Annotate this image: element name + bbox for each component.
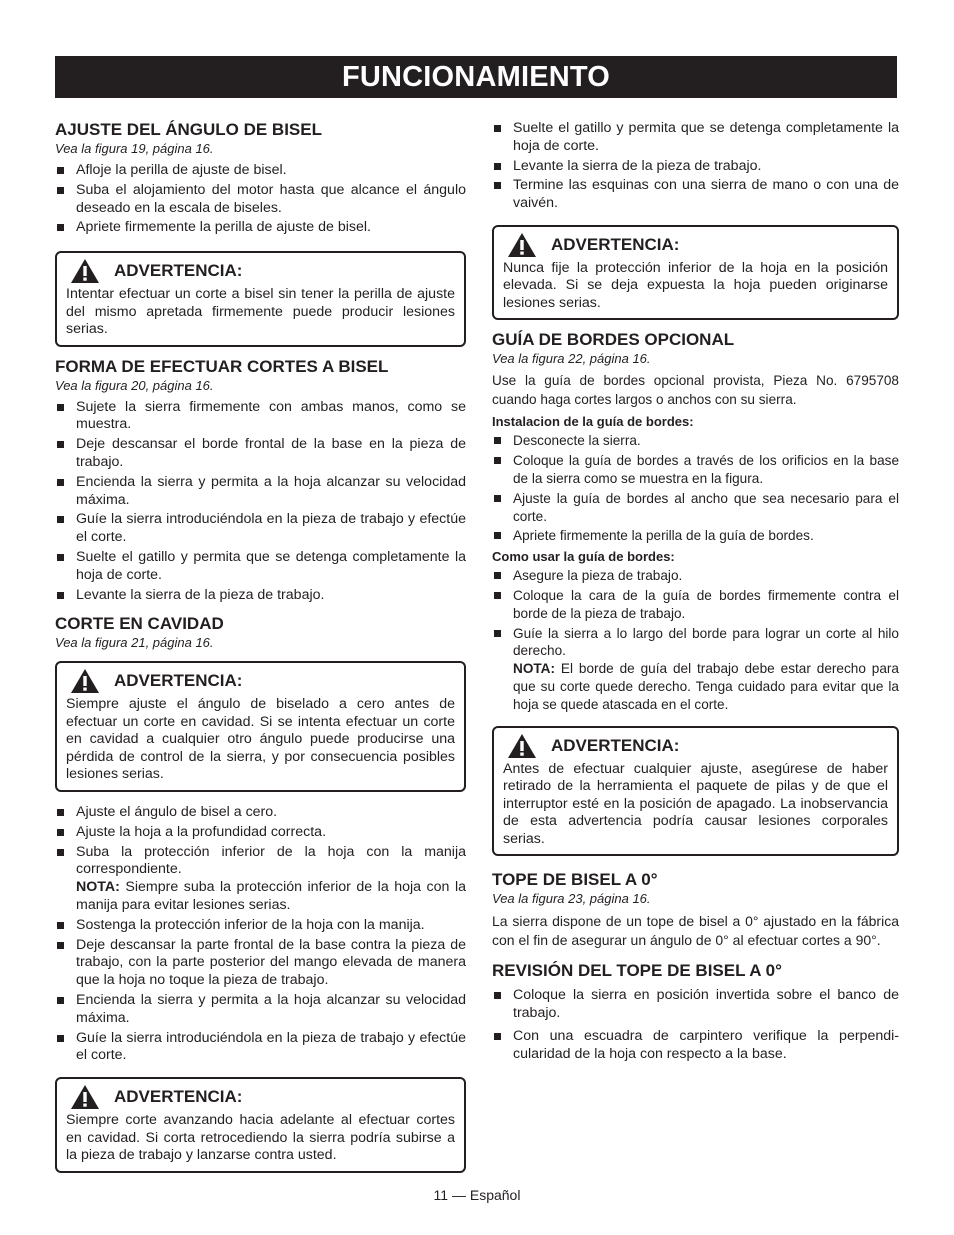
bullet-list (492, 120, 899, 213)
list-item: Ajuste la guía de bordes al ancho que sea necesario para el corte. (492, 490, 899, 526)
list-item: Sujete la sierra firmemente con ambas manos, como se muestra. (55, 399, 466, 435)
list-item: Guíe la sierra introduciéndola en la pieza de trabajo y efectúe el corte. (55, 1030, 466, 1066)
section-title-bevel-stop-check: REVISIÓN DEL TOPE DE BISEL A 0° (492, 961, 782, 981)
figure-reference: Vea la figura 20, página 16. (55, 377, 214, 393)
list-item: Suba el alojamiento del motor hasta que alcance el ángulo deseado en la escala de biseles. (55, 182, 466, 218)
section-title-bevel-cuts: FORMA DE EFECTUAR CORTES A BISEL (55, 356, 389, 376)
list-item: Deje descansar el borde frontal de la base en la pieza de trabajo. (55, 436, 466, 472)
square-bullet-icon (57, 516, 64, 523)
list-item: Sostenga la protección inferior de la hoja con la manija. (55, 917, 466, 935)
list-item: Coloque la cara de la guía de bordes firmemente contra el borde de la pieza de trabajo. (492, 587, 899, 623)
bullet-list (55, 399, 466, 605)
square-bullet-icon (57, 1035, 64, 1042)
list-item: Levante la sierra de la pieza de trabajo. (492, 158, 899, 176)
list-item: Termine las esquinas con una sierra de mano o con una de vaivén. (492, 177, 899, 213)
square-bullet-icon (57, 167, 64, 174)
warning-triangle-icon (70, 668, 100, 694)
square-bullet-icon (57, 479, 64, 486)
warning-box (55, 1077, 466, 1173)
warning-title: ADVERTENCIA: (114, 261, 243, 281)
square-bullet-icon (494, 532, 501, 539)
list-item: Suelte el gatillo y permita que se detenga completamente la hoja de corte. (492, 120, 899, 156)
square-bullet-icon (57, 997, 64, 1004)
figure-reference: Vea la figura 23, página 16. (492, 891, 651, 907)
warning-title: ADVERTENCIA: (114, 671, 243, 691)
square-bullet-icon (494, 163, 501, 170)
warning-triangle-icon (70, 258, 100, 284)
page-footer: 11 — Español (433, 1187, 521, 1203)
square-bullet-icon (57, 554, 64, 561)
list-item: Suelte el gatillo y permita que se detenga completamente la hoja de corte. (55, 549, 466, 585)
figure-reference: Vea la figura 19, página 16. (55, 141, 214, 156)
subheading: Instalacion de la guía de bordes: (492, 414, 694, 430)
warning-text: Siempre corte avanzando hacia adelante al efectuar cortes en cavidad. Si corta retrocediendo la sierra podría subirse a la pieza de trabajo y lanzarse contra usted. (66, 1112, 455, 1164)
bullet-list (55, 162, 466, 237)
square-bullet-icon (494, 495, 501, 502)
list-item: Deje descansar la parte frontal de la base contra la pieza de trabajo, con la parte posterior del mango elevada de manera que la hoja no toque la pieza de trabajo. (55, 937, 466, 990)
warning-triangle-icon (70, 1084, 100, 1110)
figure-reference: Vea la figura 21, página 16. (55, 635, 214, 651)
warning-text: Antes de efectuar cualquier ajuste, asegúrese de haber retirado de la herramienta el paquete de pilas y de que el interruptor esté en la posición de apagado. La inobservancia de esta advertencia podría causar lesiones corporales serias. (503, 760, 888, 847)
square-bullet-icon (57, 942, 64, 949)
square-bullet-icon (57, 922, 64, 929)
square-bullet-icon (57, 829, 64, 836)
warning-box (492, 225, 899, 321)
list-item: Con una escuadra de carpintero verifique la perpendi-cularidad de la hoja con respecto a la base. (492, 1028, 899, 1064)
bullet-list (492, 987, 899, 1063)
square-bullet-icon (494, 992, 501, 999)
list-item: Encienda la sierra y permita a la hoja alcanzar su velocidad máxima. (55, 474, 466, 510)
square-bullet-icon (494, 182, 501, 189)
square-bullet-icon (494, 630, 501, 637)
warning-triangle-icon (507, 733, 537, 759)
square-bullet-icon (494, 457, 501, 464)
square-bullet-icon (57, 224, 64, 231)
note: NOTA: El borde de guía del trabajo debe estar derecho para que su corte quede derecho. Tenga cuidado para evitar que la hoja se quede atascada en el corte. (513, 661, 899, 712)
square-bullet-icon (57, 187, 64, 194)
figure-reference: Vea la figura 22, página 16. (492, 351, 651, 367)
right-column (492, 120, 899, 1065)
note-label: NOTA: (76, 879, 120, 896)
bullet-list (492, 567, 899, 713)
square-bullet-icon (494, 592, 501, 599)
list-item: Suba la protección inferior de la hoja con la manija correspondiente. NOTA: Siempre suba la protección inferior de la hoja con la manija para evitar lesiones serias. (55, 844, 466, 915)
square-bullet-icon (494, 1033, 501, 1040)
list-item: Encienda la sierra y permita a la hoja alcanzar su velocidad máxima. (55, 992, 466, 1028)
note-label: NOTA: (513, 661, 556, 677)
bullet-list (55, 804, 466, 1065)
left-column (55, 120, 466, 1173)
list-item: Apriete firmemente la perilla de ajuste de bisel. (55, 219, 466, 237)
list-item: Coloque la sierra en posición invertida sobre el banco de trabajo. (492, 987, 899, 1023)
bullet-list (492, 432, 899, 545)
square-bullet-icon (494, 437, 501, 444)
note: NOTA: Siempre suba la protección inferior de la hoja con la manija para evitar lesiones serias. (76, 879, 466, 913)
warning-text: Intentar efectuar un corte a bisel sin tener la perilla de ajuste del mismo apretada firmemente puede producir lesiones serias. (66, 286, 455, 338)
warning-text: Nunca fije la protección inferior de la hoja en la posición elevada. Si se deja expuesta la hoja pueden originarse lesiones serias. (503, 259, 888, 311)
list-item: Desconecte la sierra. (492, 432, 899, 450)
square-bullet-icon (494, 572, 501, 579)
list-item: Ajuste el ángulo de bisel a cero. (55, 804, 466, 822)
list-item: Afloje la perilla de ajuste de bisel. (55, 162, 466, 180)
list-item: Apriete firmemente la perilla de la guía de bordes. (492, 527, 899, 545)
section-title-edge-guide: GUÍA DE BORDES OPCIONAL (492, 330, 735, 350)
warning-triangle-icon (507, 232, 537, 258)
paragraph: Use la guía de bordes opcional provista, Pieza No. 6795708 cuando haga cortes largos o anchos con su sierra. (492, 373, 899, 407)
list-item: Levante la sierra de la pieza de trabajo. (55, 587, 466, 605)
warning-title: ADVERTENCIA: (551, 234, 680, 254)
warning-box (55, 251, 466, 347)
subheading: Como usar la guía de bordes: (492, 549, 675, 565)
square-bullet-icon (57, 404, 64, 411)
square-bullet-icon (57, 809, 64, 816)
square-bullet-icon (57, 849, 64, 856)
section-title-plunge-cut: CORTE EN CAVIDAD (55, 614, 224, 634)
square-bullet-icon (57, 592, 64, 599)
warning-box (492, 726, 899, 857)
warning-box (55, 661, 466, 792)
paragraph: La sierra dispone de un tope de bisel a 0° ajustado en la fábrica con el fin de asegurar un ángulo de 0° al efectuar cortes a 90°. (492, 913, 899, 948)
list-item: Guíe la sierra a lo largo del borde para lograr un corte al hilo derecho. NOTA: El borde de guía del trabajo debe estar derecho para que su corte quede derecho. Tenga cuidado para evitar que la hoja se quede atascada en el corte. (492, 625, 899, 714)
square-bullet-icon (57, 441, 64, 448)
list-item: Asegure la pieza de trabajo. (492, 567, 899, 585)
warning-title: ADVERTENCIA: (114, 1087, 243, 1107)
warning-title: ADVERTENCIA: (551, 735, 680, 755)
square-bullet-icon (494, 125, 501, 132)
list-item: Ajuste la hoja a la profundidad correcta. (55, 824, 466, 842)
section-title-bevel-angle: AJUSTE DEL ÁNGULO DE BISEL (55, 120, 322, 139)
page-title: FUNCIONAMIENTO (55, 56, 897, 98)
list-item: Coloque la guía de bordes a través de los orificios en la base de la sierra como se muestra en la figura. (492, 452, 899, 488)
section-title-bevel-stop: TOPE DE BISEL A 0° (492, 870, 658, 890)
warning-text: Siempre ajuste el ángulo de biselado a cero antes de efectuar un corte en cavidad. Si se intenta efectuar un corte en cavidad a cualquier otro ángulo puede producirse una pérdida de control de la sierra, y por consecuencia posibles lesiones serias. (66, 696, 455, 783)
list-item: Guíe la sierra introduciéndola en la pieza de trabajo y efectúe el corte. (55, 511, 466, 547)
